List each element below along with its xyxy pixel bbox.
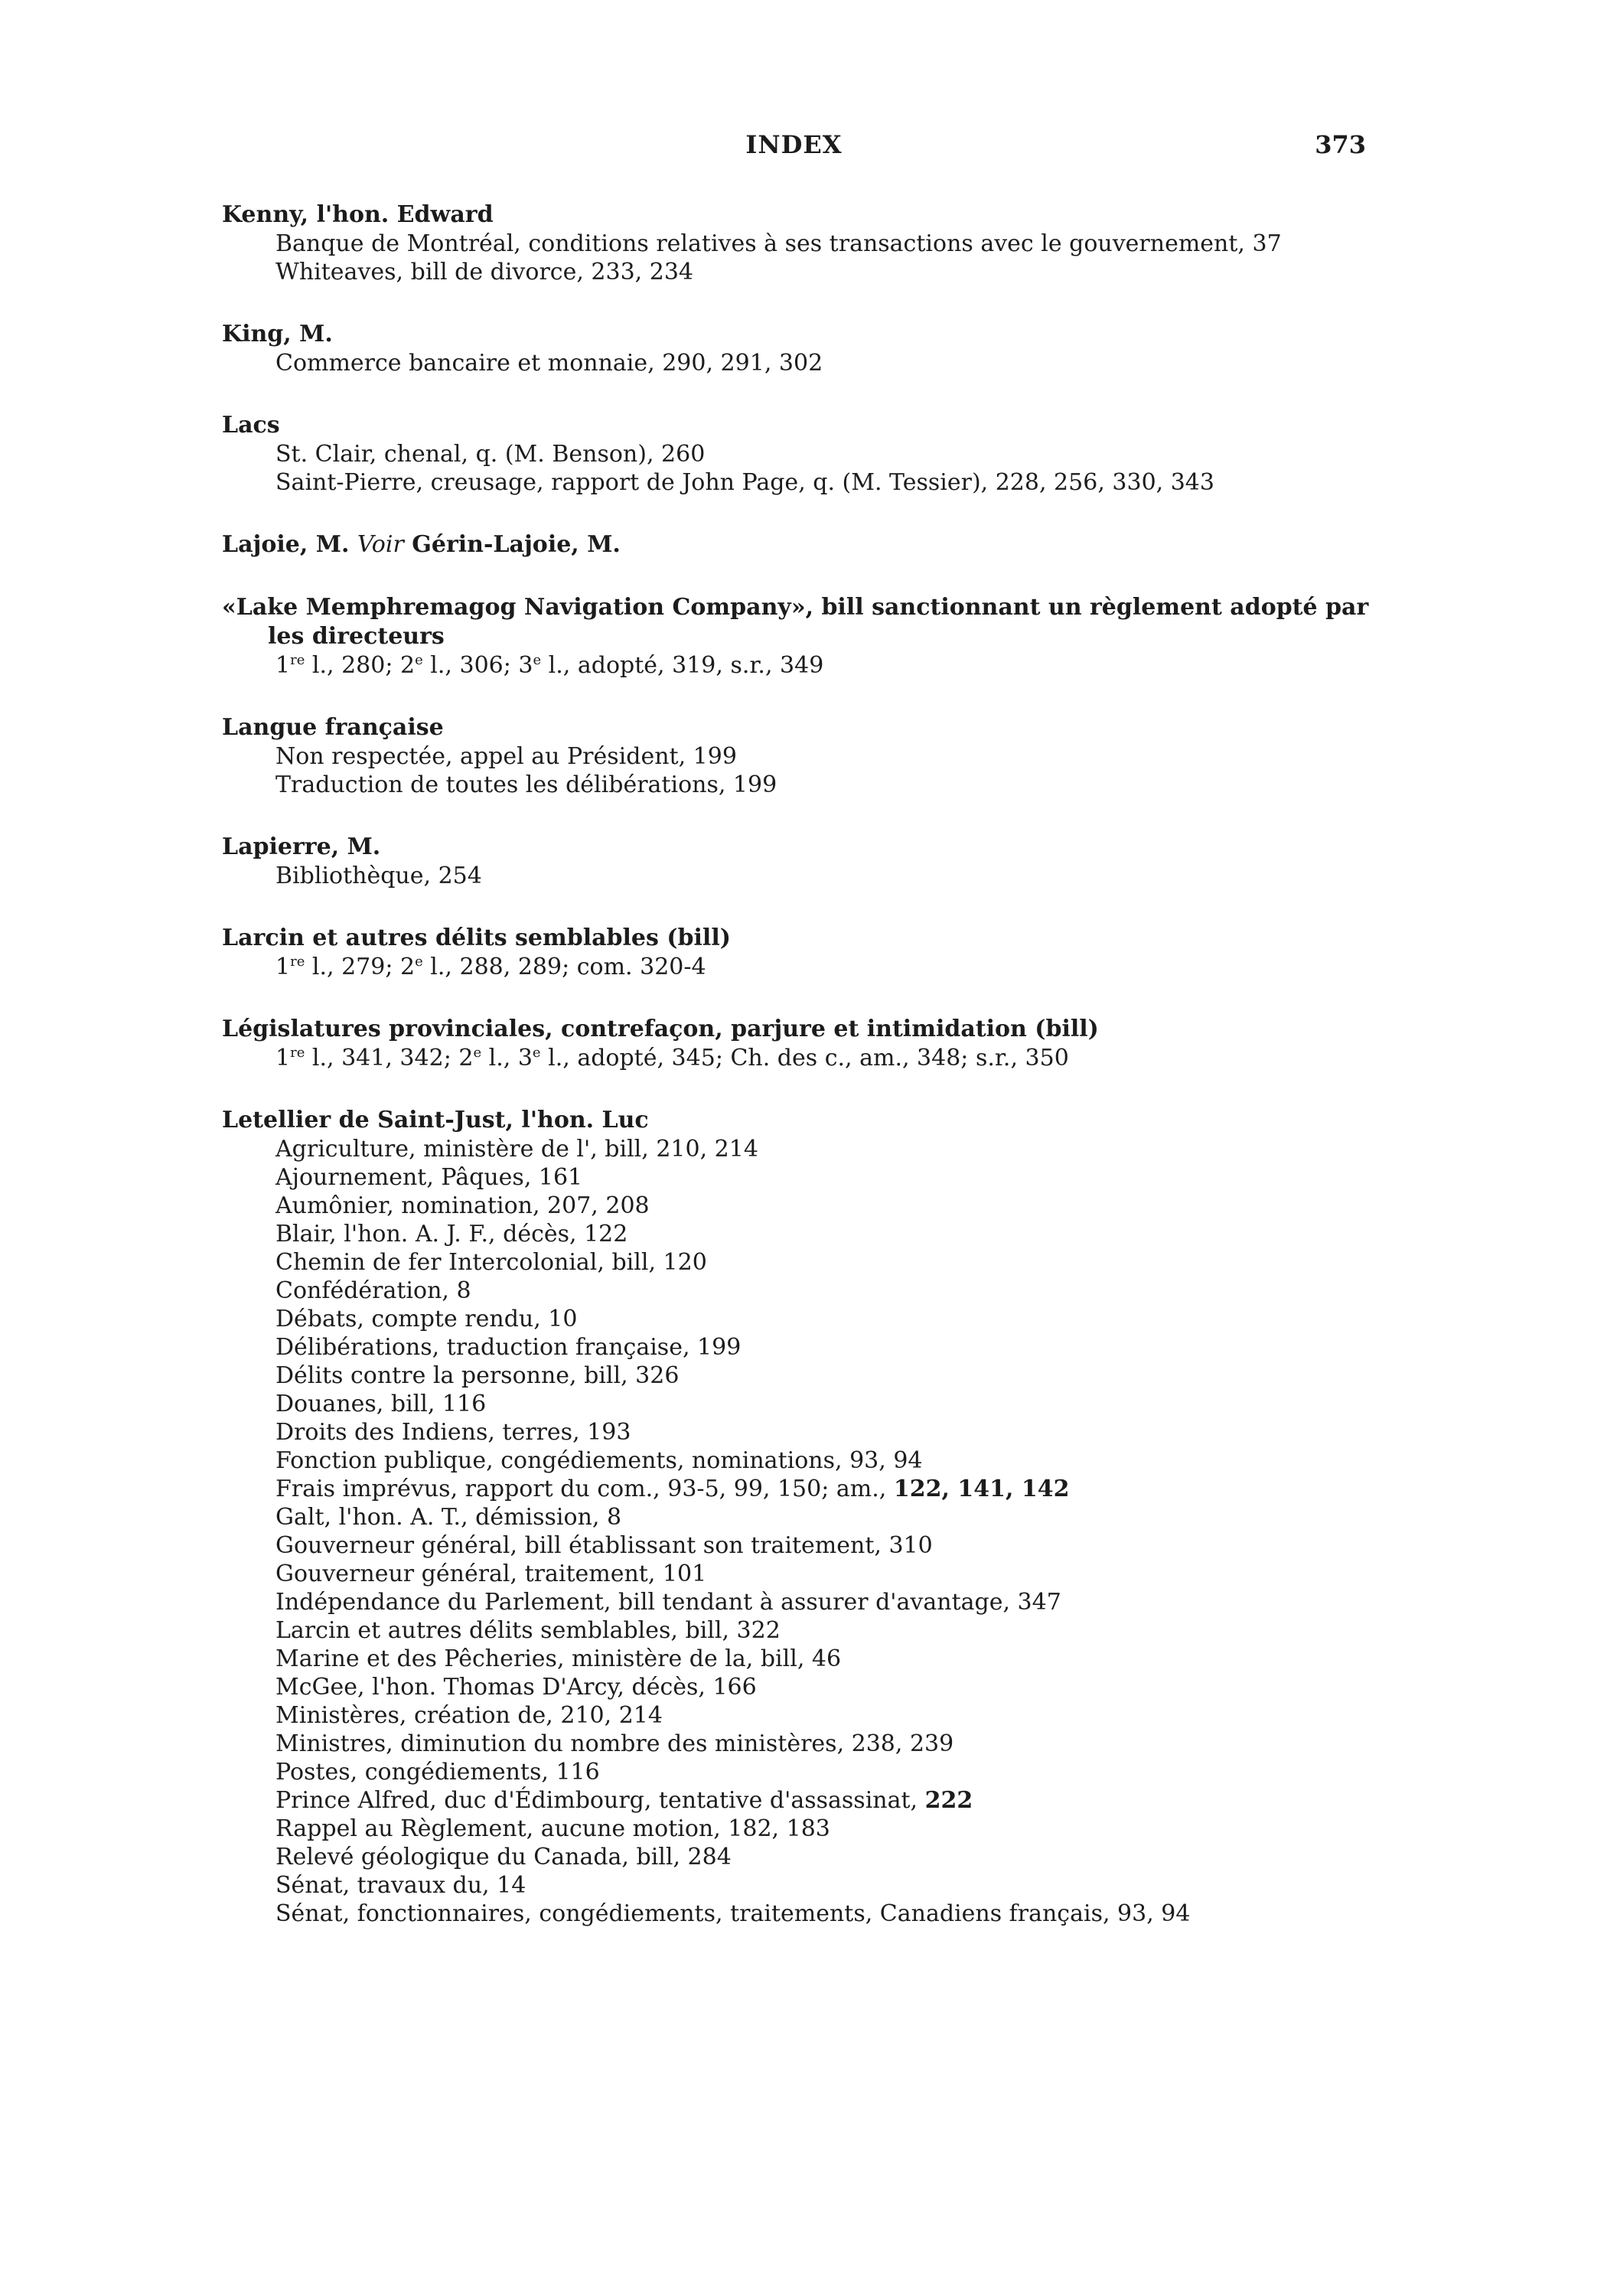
index-entry-legislatures bbox=[222, 1015, 1377, 1072]
entry-subitem: Fonction publique, congédiements, nominations, 93, 94 bbox=[275, 1447, 923, 1474]
index-entry-kenny bbox=[222, 201, 1377, 286]
page-header bbox=[222, 130, 1366, 168]
entry-subitem: Bibliothèque, 254 bbox=[275, 863, 482, 889]
index-entry-langue-francaise bbox=[222, 713, 1377, 799]
see-reference-label: Voir bbox=[357, 531, 404, 558]
entry-heading: Lapierre, M. bbox=[222, 833, 381, 860]
entry-subitem: Chemin de fer Intercolonial, bill, 120 bbox=[275, 1249, 707, 1276]
index-entry-king bbox=[222, 320, 1377, 377]
entry-subitem: Délits contre la personne, bill, 326 bbox=[275, 1362, 680, 1389]
entry-subitem: Ministères, création de, 210, 214 bbox=[275, 1702, 663, 1729]
page-title: INDEX bbox=[745, 130, 843, 159]
entry-subitem: Indépendance du Parlement, bill tendant à assurer d'avantage, 347 bbox=[275, 1589, 1061, 1616]
entry-subitem: Non respectée, appel au Président, 199 bbox=[275, 743, 737, 770]
index-entry-lacs bbox=[222, 411, 1377, 497]
entry-subitem: Prince Alfred, duc d'Édimbourg, tentative d'assassinat, 222 bbox=[275, 1787, 973, 1814]
entry-heading bbox=[222, 530, 1377, 559]
entry-heading: Larcin et autres délits semblables (bill) bbox=[222, 925, 731, 951]
entry-heading: King, M. bbox=[222, 321, 333, 347]
entry-subitem: 1re l., 280; 2e l., 306; 3e l., adopté, 319, s.r., 349 bbox=[275, 652, 824, 679]
entry-subitem: St. Clair, chenal, q. (M. Benson), 260 bbox=[275, 441, 706, 468]
entry-heading: Kenny, l'hon. Edward bbox=[222, 201, 494, 228]
entry-subitem: 1re l., 341, 342; 2e l., 3e l., adopté, 345; Ch. des c., am., 348; s.r., 350 bbox=[275, 1045, 1069, 1071]
entry-subitem: McGee, l'hon. Thomas D'Arcy, décès, 166 bbox=[275, 1674, 757, 1701]
index-entry-lake-memphremagog bbox=[222, 593, 1377, 680]
entry-heading: «Lake Memphremagog Navigation Company», bill sanctionnant un règlement adopté par les directeurs bbox=[222, 594, 1369, 650]
entry-subitem: Relevé géologique du Canada, bill, 284 bbox=[275, 1844, 732, 1870]
see-reference-target: Gérin-Lajoie, M. bbox=[412, 531, 621, 558]
entry-subitem: Saint-Pierre, creusage, rapport de John Page, q. (M. Tessier), 228, 256, 330, 343 bbox=[275, 469, 1214, 496]
entry-subitem: Sénat, travaux du, 14 bbox=[275, 1872, 526, 1899]
entry-subitem: Gouverneur général, bill établissant son traitement, 310 bbox=[275, 1532, 933, 1559]
index-entry-letellier bbox=[222, 1106, 1377, 1928]
entry-subitem: Larcin et autres délits semblables, bill, 322 bbox=[275, 1617, 781, 1644]
entry-subitem: Commerce bancaire et monnaie, 290, 291, 302 bbox=[275, 350, 823, 377]
entry-subitem: Galt, l'hon. A. T., démission, 8 bbox=[275, 1504, 622, 1531]
index-entry-larcin bbox=[222, 924, 1377, 981]
entry-subitem: Droits des Indiens, terres, 193 bbox=[275, 1419, 631, 1446]
entry-subitem: Marine et des Pêcheries, ministère de la, bill, 46 bbox=[275, 1645, 842, 1672]
entry-subitem: Douanes, bill, 116 bbox=[275, 1391, 487, 1417]
entry-heading: Lacs bbox=[222, 412, 280, 439]
entry-subitem: Rappel au Règlement, aucune motion, 182, 183 bbox=[275, 1815, 830, 1842]
entry-subitem: 1re l., 279; 2e l., 288, 289; com. 320-4 bbox=[275, 954, 706, 980]
entry-subitem: Débats, compte rendu, 10 bbox=[275, 1306, 578, 1332]
page-number: 373 bbox=[1315, 130, 1366, 159]
entry-heading: Langue française bbox=[222, 714, 444, 741]
entry-heading: Législatures provinciales, contrefaçon, parjure et intimidation (bill) bbox=[222, 1016, 1099, 1042]
entry-subitem: Whiteaves, bill de divorce, 233, 234 bbox=[275, 259, 694, 285]
entry-subitem: Délibérations, traduction française, 199 bbox=[275, 1334, 742, 1361]
entry-subitem: Postes, congédiements, 116 bbox=[275, 1759, 600, 1786]
entry-subitem: Sénat, fonctionnaires, congédiements, traitements, Canadiens français, 93, 94 bbox=[275, 1900, 1191, 1927]
entry-heading: Letellier de Saint-Just, l'hon. Luc bbox=[222, 1107, 649, 1133]
heading-main: Lajoie, M. bbox=[222, 531, 350, 558]
entry-subitem: Blair, l'hon. A. J. F., décès, 122 bbox=[275, 1221, 628, 1247]
entry-subitem: Traduction de toutes les délibérations, 199 bbox=[275, 771, 777, 798]
index-entry-lajoie bbox=[222, 530, 1377, 559]
entry-subitem: Confédération, 8 bbox=[275, 1277, 471, 1304]
index-list bbox=[222, 201, 1377, 1962]
entry-subitem: Ajournement, Pâques, 161 bbox=[275, 1164, 583, 1191]
entry-subitem: Banque de Montréal, conditions relatives à ses transactions avec le gouvernement, 37 bbox=[275, 230, 1282, 257]
entry-subitem: Aumônier, nomination, 207, 208 bbox=[275, 1192, 650, 1219]
entry-subitem: Frais imprévus, rapport du com., 93-5, 99, 150; am., 122, 141, 142 bbox=[275, 1476, 1070, 1502]
entry-subitem: Ministres, diminution du nombre des ministères, 238, 239 bbox=[275, 1730, 954, 1757]
entry-subitem: Gouverneur général, traitement, 101 bbox=[275, 1561, 707, 1587]
entry-subitem: Agriculture, ministère de l', bill, 210, 214 bbox=[275, 1136, 758, 1163]
index-entry-lapierre bbox=[222, 833, 1377, 890]
